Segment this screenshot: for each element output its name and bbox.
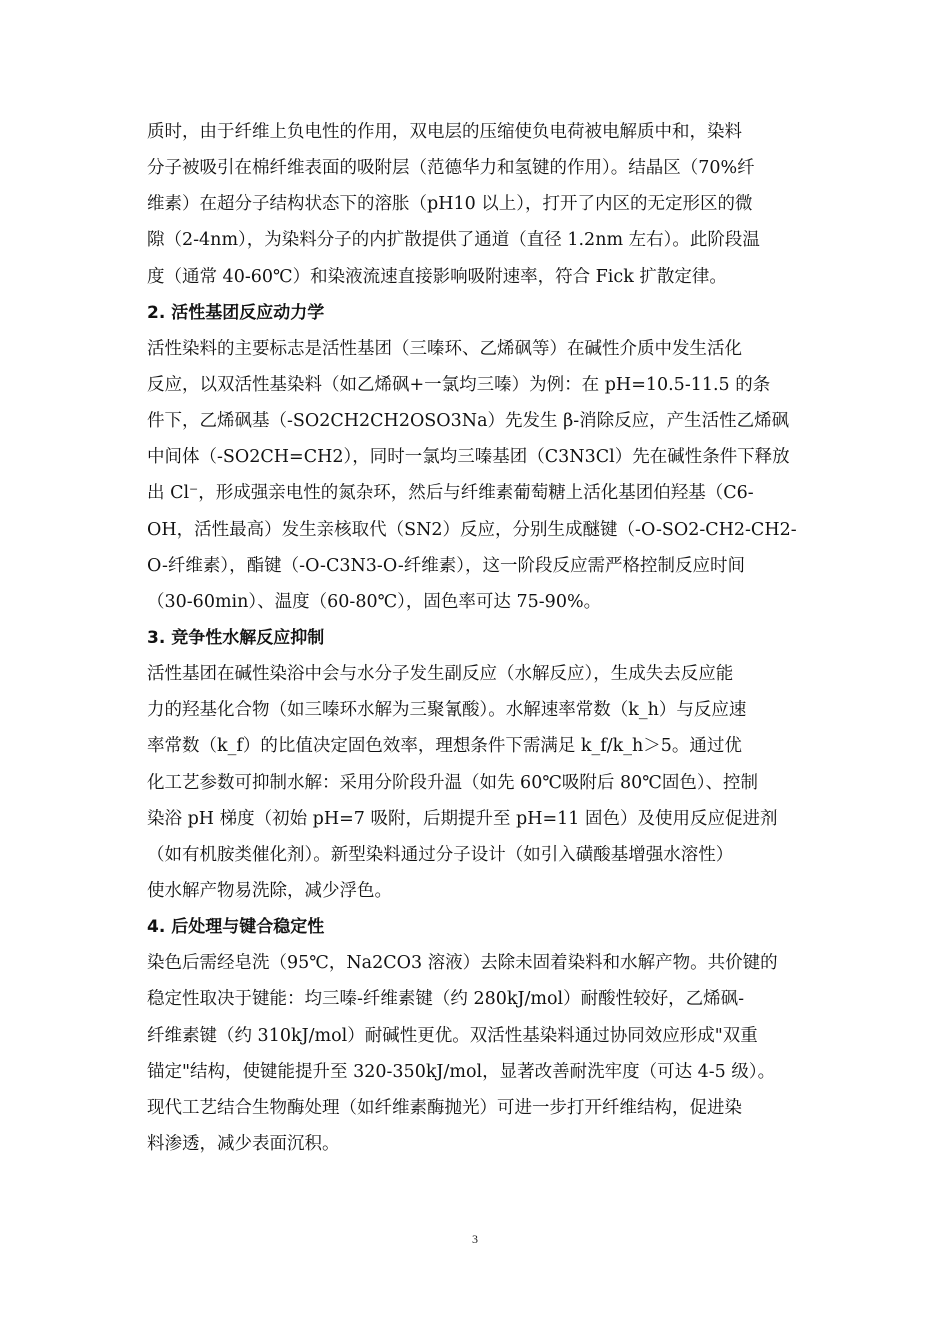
paragraph-line: 度（通常 40-60℃）和染液流速直接影响吸附速率，符合 Fick 扩散定律。 [147,266,727,287]
section-heading: 3. 竞争性水解反应抑制 [147,627,325,648]
paragraph-line: 反应，以双活性基染料（如乙烯砜+一氯均三嗪）为例：在 pH=10.5-11.5 的条 [147,374,771,395]
paragraph-line: 锚定"结构，使键能提升至 320-350kJ/mol，显著改善耐洗牢度（可达 4-5 级）。 [147,1061,776,1082]
paragraph-line: 稳定性取决于键能：均三嗪-纤维素键（约 280kJ/mol）耐酸性较好，乙烯砜- [147,989,745,1010]
paragraph-line: 使水解产物易洗除，减少浮色。 [147,880,392,901]
paragraph-line: 件下，乙烯砜基（-SO2CH2CH2OSO3Na）先发生 β-消除反应，产生活性乙烯砜 [147,411,790,432]
paragraph-line: O-纤维素），酯键（-O-C3N3-O-纤维素），这一阶段反应需严格控制反应时间 [147,555,745,576]
paragraph-line: 料渗透，减少表面沉积。 [147,1133,340,1154]
paragraph-line: 活性染料的主要标志是活性基团（三嗪环、乙烯砜等）在碱性介质中发生活化 [147,338,742,359]
paragraph-line: （如有机胺类催化剂）。新型染料通过分子设计（如引入磺酸基增强水溶性） [147,844,734,865]
paragraph-line: 染色后需经皂洗（95℃，Na2CO3 溶液）去除未固着染料和水解产物。共价键的 [147,953,778,974]
section-heading: 2. 活性基团反应动力学 [147,302,325,323]
paragraph-line: 分子被吸引在棉纤维表面的吸附层（范德华力和氢键的作用）。结晶区（70%纤 [147,158,755,179]
body-text [147,114,807,1162]
paragraph-line: 维素）在超分子结构状态下的溶胀（pH10 以上），打开了内区的无定形区的微 [147,194,753,215]
paragraph-line: 纤维素键（约 310kJ/mol）耐碱性更优。双活性基染料通过协同效应形成"双重 [147,1025,758,1046]
paragraph-line: 率常数（k_f）的比值决定固色效率，理想条件下需满足 k_f/k_h＞5。通过优 [147,736,742,757]
paragraph-line: （30-60min）、温度（60-80℃），固色率可达 75-90%。 [147,591,602,612]
paragraph-line: OH，活性最高）发生亲核取代（SN2）反应，分别生成醚键（-O-SO2-CH2-CH2- [147,519,797,540]
paragraph-line: 染浴 pH 梯度（初始 pH=7 吸附，后期提升至 pH=11 固色）及使用反应促进剂 [147,808,778,829]
paragraph-line: 隙（2-4nm），为染料分子的内扩散提供了通道（直径 1.2nm 左右）。此阶段温 [147,230,760,251]
paragraph-line: 出 Cl⁻，形成强亲电性的氮杂环，然后与纤维素葡萄糖上活化基团伯羟基（C6- [147,483,754,504]
paragraph-line: 力的羟基化合物（如三嗪环水解为三聚氰酸）。水解速率常数（k_h）与反应速 [147,700,747,721]
paragraph-line: 化工艺参数可抑制水解：采用分阶段升温（如先 60℃吸附后 80℃固色）、控制 [147,772,759,793]
page-number: 3 [472,1232,478,1246]
paragraph-line: 中间体（-SO2CH=CH2），同时一氯均三嗪基团（C3N3Cl）先在碱性条件下释放 [147,447,790,468]
paragraph-line: 活性基团在碱性染浴中会与水分子发生副反应（水解反应），生成失去反应能 [147,664,734,685]
paragraph-line: 现代工艺结合生物酶处理（如纤维素酶抛光）可进一步打开纤维结构，促进染 [147,1097,742,1118]
paragraph-line: 质时，由于纤维上负电性的作用，双电层的压缩使负电荷被电解质中和，染料 [147,122,742,142]
section-heading: 4. 后处理与键合稳定性 [147,917,325,938]
